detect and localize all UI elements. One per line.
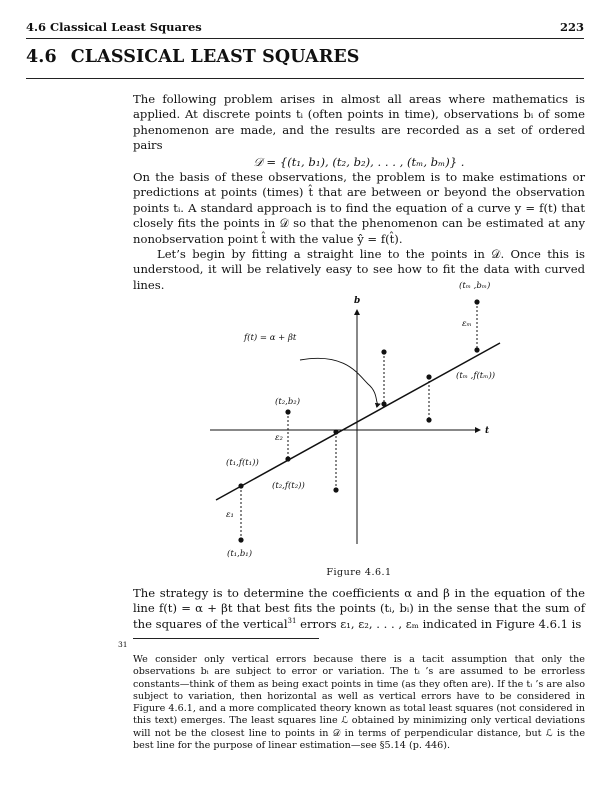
point-t3-ft3 <box>333 429 338 434</box>
running-title: 4.6 Classical Least Squares <box>26 20 202 34</box>
data-set-equation: 𝒟 = {(t₁, b₁), (t₂, b₂), . . . , (tₘ, bₘ)} . <box>253 154 465 169</box>
section-title <box>26 47 360 67</box>
paragraph-intro: The following problem arises in almost all areas where mathematics is applied. At discrete points tᵢ (often points in time), observations bᵢ of some phenomenon are made, and the results are recorded as a set of ordered pairs <box>133 92 585 153</box>
page-number: 223 <box>559 20 584 34</box>
section-number: 4.6 <box>26 47 57 67</box>
figure-4-6-1 <box>200 274 520 564</box>
label-tm-ftm: (tₘ ,f(tₘ)) <box>456 371 496 381</box>
label-line-equation: f(t) = α + βt <box>244 333 297 343</box>
point-tm-ftm <box>474 347 479 352</box>
point-t5-b5 <box>426 417 431 422</box>
label-eps-m: εₘ <box>462 319 472 329</box>
strategy-text: The strategy is to determine the coefficients α and β in the equation of the line f(t) = α + βt that best fits the points (tᵢ, bᵢ) in the sense that the sum of the squares of the vertical <box>133 586 585 631</box>
t-axis-label: t <box>485 426 490 436</box>
running-head <box>26 20 584 34</box>
footnote-reference: 31 <box>287 616 297 625</box>
label-t2-ft2: (t₂,f(t₂)) <box>272 481 305 491</box>
paragraph-approach: On the basis of these observations, the problem is to make estimations or predictions at points (times) t̂ that are between or beyond the observation points tᵢ. A standard approach is to find the equation of a curve y = f(t) that closely fits the points in 𝒟 so that the phenomenon can be estimated at any nonobservation point t̂ with the value ŷ = f(t̂). <box>133 170 585 246</box>
point-t3-b3 <box>333 487 338 492</box>
label-tm-bm: (tₘ ,bₘ) <box>459 281 491 291</box>
strategy-text-continued: errors ε₁, ε₂, . . . , εₘ indicated in Figure 4.6.1 is <box>296 616 582 631</box>
point-t4-b4 <box>381 349 386 354</box>
least-squares-diagram <box>200 274 520 564</box>
point-t5-ft5 <box>426 374 431 379</box>
fitted-line <box>216 343 500 500</box>
b-axis-label: b <box>354 296 361 306</box>
point-t2-ft2 <box>285 456 290 461</box>
label-t1-ft1: (t₁,f(t₁)) <box>226 458 259 468</box>
label-t1-b1: (t₁,b₁) <box>227 549 253 559</box>
paragraph-strategy <box>133 586 585 632</box>
point-t1-ft1 <box>238 483 243 488</box>
footnote-rule <box>133 638 319 639</box>
footnote-text: We consider only vertical errors because there is a tacit assumption that only the observations bᵢ are subject to error or variation. The tᵢ ’s are assumed to be errorless constants—think of them as being exact points in time (as they often are). If the tᵢ ’s are also subject to variation, then horizontal as well as vertical errors have to be considered in Figure 4.6.1, and a more complicated theory known as total least squares (not considered in this text) emerges. The least squares line ℒ obtained by minimizing only vertical deviations will not be the closest line to points in 𝒟 in terms of perpendicular distance, but ℒ is the best line for the purpose of linear estimation—see §5.14 (p. 446). <box>133 654 585 752</box>
label-pointer <box>300 358 380 404</box>
footnote-marker: 31 <box>118 640 128 649</box>
header-rule <box>26 38 584 39</box>
point-t2-b2 <box>285 409 290 414</box>
label-eps-1: ε₁ <box>226 510 234 520</box>
paragraph-straight-line: Let’s begin by fitting a straight line to the points in 𝒟. Once this is understood, it will be relatively easy to see how to fit the data with curved lines. <box>133 247 585 292</box>
point-t1-b1 <box>238 537 243 542</box>
section-heading: CLASSICAL LEAST SQUARES <box>70 47 360 67</box>
label-eps-2: ε₂ <box>275 433 283 443</box>
point-tm-bm <box>474 299 479 304</box>
point-t4-ft4 <box>381 401 386 406</box>
label-t2-b2: (t₂,b₂) <box>275 397 301 407</box>
figure-caption: Figure 4.6.1 <box>326 567 392 578</box>
intro-block <box>133 92 585 293</box>
section-rule <box>26 78 584 79</box>
